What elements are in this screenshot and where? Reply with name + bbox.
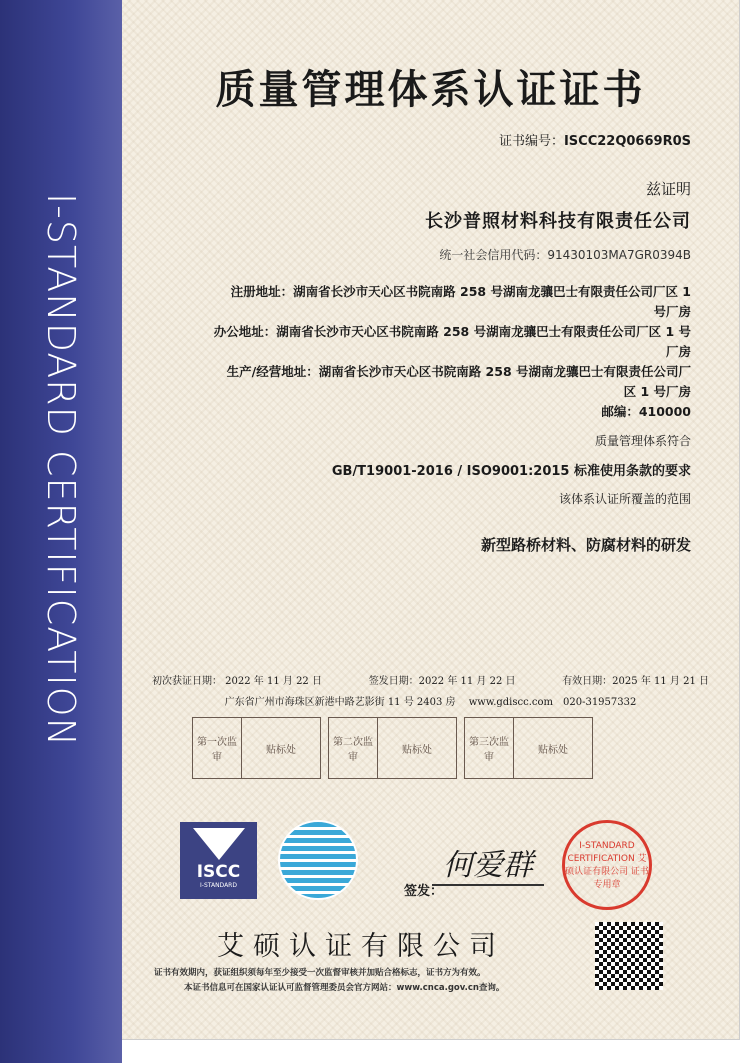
validity-note: 证书有效期内，获证组织须每年至少接受一次监督审核并加贴合格标志，证书方为有效。 <box>154 968 486 978</box>
audit-label: 第二次监审 <box>329 718 378 778</box>
qr-code <box>595 922 663 990</box>
audit-box-3 <box>464 717 593 779</box>
credit-code: 统一社会信用代码：91430103MA7GR0394B <box>439 248 691 262</box>
sticker-slot: 贴标处 <box>266 744 296 756</box>
issue-date: 签发日期：2022 年 11 月 22 日 <box>368 676 516 687</box>
signature: 何爱群 <box>432 840 544 886</box>
vertical-brand-text: I-STANDARD CERTIFICATION <box>39 192 83 748</box>
scope-label: 该体系认证所覆盖的范围 <box>558 492 691 506</box>
audit-label: 第一次监审 <box>193 718 242 778</box>
issuer-address: 广东省广州市海珠区新港中路艺影街 11 号 2403 房 www.gdiscc.com 020-31957332 <box>224 697 637 708</box>
iscc-logo-text: ISCC <box>196 862 241 882</box>
production-address-cont: 区 1 号厂房 <box>623 384 691 399</box>
office-address: 办公地址：湖南省长沙市天心区书院南路 258 号湖南龙骧巴士有限责任公司厂区 1 号 <box>213 324 691 339</box>
cert-no: ISCC22Q0669R0S <box>563 134 691 149</box>
registered-address: 注册地址：湖南省长沙市天心区书院南路 258 号湖南龙骧巴士有限责任公司厂区 1 <box>230 284 691 299</box>
conform-label: 质量管理体系符合 <box>594 434 691 448</box>
certificate-body <box>122 0 740 1040</box>
issuer-name: 艾硕认证有限公司 <box>217 931 505 962</box>
audit-box-1 <box>192 717 321 779</box>
verification-note: 本证书信息可在国家认证认可监督管理委员会官方网站：www.cnca.gov.cn查询。 <box>184 983 505 993</box>
sticker-slot: 贴标处 <box>402 744 432 756</box>
audit-label: 第三次监审 <box>465 718 514 778</box>
company-name: 长沙普照材料科技有限责任公司 <box>425 211 691 232</box>
hereby-text: 兹证明 <box>645 180 691 198</box>
sign-label: 签发： <box>404 884 444 899</box>
office-address-cont: 厂房 <box>665 344 691 359</box>
valid-date: 有效日期：2025 年 11 月 21 日 <box>562 676 709 687</box>
scope: 新型路桥材料、防腐材料的研发 <box>480 536 691 554</box>
cert-no-label: 证书编号： <box>498 134 564 149</box>
standard: GB/T19001-2016 / ISO9001:2015 标准使用条款的要求 <box>331 464 691 479</box>
sticker-slot: 贴标处 <box>538 744 568 756</box>
sidebar-band <box>0 0 122 1063</box>
globe-logo <box>278 820 358 900</box>
seal-text: I-STANDARD CERTIFICATION 艾硕认证有限公司 证书专用章 <box>565 840 649 890</box>
registered-address-cont: 号厂房 <box>653 304 691 319</box>
audit-box-2 <box>328 717 457 779</box>
certificate-title: 质量管理体系认证证书 <box>215 66 646 113</box>
official-seal <box>562 820 652 910</box>
iscc-logo <box>180 822 257 899</box>
iscc-logo-subtext: I-STANDARD <box>200 882 237 889</box>
first-issue-date: 初次获证日期： 2022 年 11 月 22 日 <box>152 676 322 687</box>
production-address: 生产/经营地址：湖南省长沙市天心区书院南路 258 号湖南龙骧巴士有限责任公司厂 <box>226 364 691 379</box>
postcode: 邮编：410000 <box>601 404 691 419</box>
